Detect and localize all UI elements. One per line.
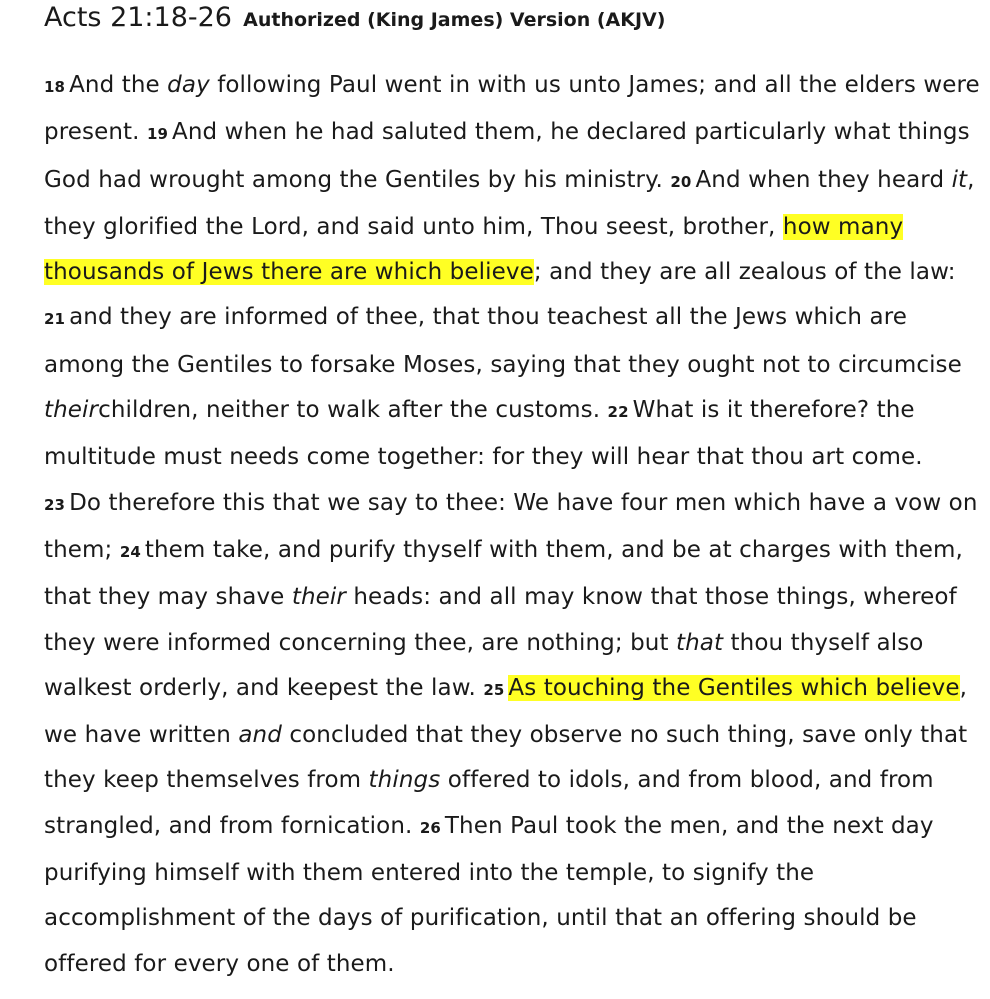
verse-text: heads: and all may know that those things, whereof they were informed concerning thee, are nothing; but (44, 584, 957, 656)
verse-italic-text: day (167, 72, 210, 98)
verse-number: 24 (119, 542, 141, 561)
verse-text: Then Paul took the men, and the next day purifying himself with them entered into the temple, to signify the accomplishment of the days of purification, until that an offering should be offered for every one of them. (44, 812, 934, 977)
bible-version: Authorized (King James) Version (AKJV) (243, 9, 666, 31)
verse-text: And when he had saluted them, he declared particularly what things God had wrought among the Gentiles by his ministry. (44, 119, 970, 193)
verse-text: , they glorified the Lord, and said unto him, Thou seest, brother, (44, 166, 975, 240)
verse-text: ; and they are all zealous of the law: (533, 259, 956, 286)
verse-italic-text: it (951, 166, 968, 193)
verse-number: 26 (419, 818, 441, 837)
verse-text: children, neither to walk after the customs. (98, 397, 608, 424)
verse-number: 23 (44, 495, 66, 514)
verse-text: What is it therefore? the multitude must needs come together: for they will hear that thou art come. (44, 397, 923, 471)
verse-text: Do therefore this that we say to thee: We have four men which have a vow on them; (44, 489, 978, 563)
verse-text: offered to idols, and from blood, and from strangled, and from fornication. (44, 767, 934, 839)
verse-number: 25 (483, 680, 505, 699)
scripture-page (44, 0, 984, 987)
verse-number: 18 (44, 78, 66, 96)
highlighted-text: As touching the Gentiles which believe (508, 674, 960, 701)
verse-italic-text: that (676, 629, 724, 656)
verse-italic-text: things (368, 767, 441, 794)
verse-text: them take, and purify thyself with them, and be at charges with them, that they may shave (44, 536, 963, 611)
verse-italic-text: their (44, 397, 99, 424)
verse-text: , we have written (44, 674, 968, 749)
highlighted-text: how many thousands of Jews there are which believe (44, 213, 904, 286)
verse-text: And when they heard (695, 166, 952, 193)
verse-number: 20 (670, 172, 692, 191)
passage-text (44, 63, 984, 987)
passage-heading (44, 0, 984, 34)
verse-text: concluded that they observe no such thing, save only that they keep themselves from (44, 722, 968, 794)
verse-italic-text: their (291, 584, 346, 611)
verse-italic-text: and (238, 722, 282, 749)
verse-number: 21 (44, 310, 66, 329)
verse-text: And the (69, 72, 168, 98)
passage-reference: Acts 21:18-26 (44, 2, 232, 33)
verse-text: following Paul went in with us unto James; and all the elders were present. (44, 72, 980, 146)
verse-number: 22 (607, 403, 629, 422)
verse-text: and they are informed of thee, that thou teachest all the Jews which are among the Gentiles to forsake Moses, saying that they ought not to circumcise (44, 304, 962, 378)
verse-number: 19 (146, 125, 169, 144)
verse-text: thou thyself also walkest orderly, and keepest the law. (44, 629, 924, 701)
